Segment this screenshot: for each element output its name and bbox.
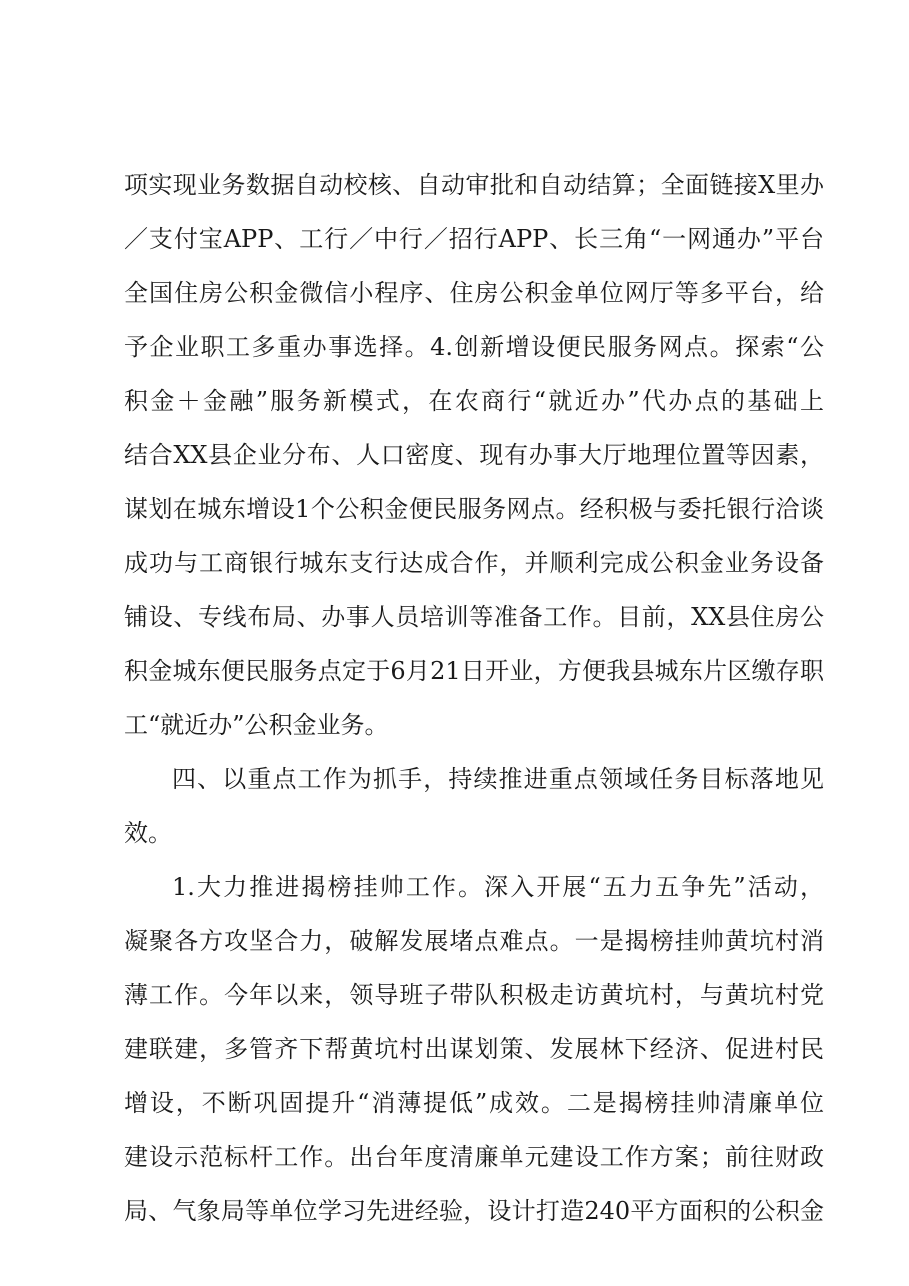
- paragraph-line: 积金城东便民服务点定于6月21日开业，方便我县城东片区缴存职: [124, 657, 824, 685]
- paragraph-line: 凝聚各方攻坚合力，破解发展堵点难点。一是揭榜挂帅黄坑村消: [124, 927, 824, 955]
- paragraph-line: 全国住房公积金微信小程序、住房公积金单位网厅等多平台，给: [124, 279, 824, 307]
- paragraph-line: 结合XX县企业分布、人口密度、现有办事大厅地理位置等因素，: [124, 441, 824, 469]
- paragraph-line: 予企业职工多重办事选择。4.创新增设便民服务网点。探索“公: [124, 333, 824, 361]
- section-heading-line: 四、以重点工作为抓手，持续推进重点领域任务目标落地见: [172, 765, 824, 793]
- section-heading-line: 效。: [124, 819, 172, 847]
- paragraph-line: 项实现业务数据自动校核、自动审批和自动结算；全面链接X里办: [124, 171, 824, 199]
- paragraph-line: 谋划在城东增设1个公积金便民服务网点。经积极与委托银行洽谈: [124, 495, 824, 523]
- paragraph-line: 局、气象局等单位学习先进经验，设计打造240平方面积的公积金: [124, 1197, 824, 1225]
- paragraph-line: 工“就近办”公积金业务。: [124, 711, 389, 739]
- paragraph-line: 积金＋金融”服务新模式，在农商行“就近办”代办点的基础上: [124, 387, 824, 415]
- paragraph-line: 建联建，多管齐下帮黄坑村出谋划策、发展林下经济、促进村民: [124, 1035, 824, 1063]
- paragraph-line: 建设示范标杆工作。出台年度清廉单元建设工作方案；前往财政: [124, 1143, 824, 1171]
- paragraph-line: 成功与工商银行城东支行达成合作，并顺利完成公积金业务设备: [124, 549, 824, 577]
- document-body: [124, 158, 824, 1238]
- paragraph-line: 1.大力推进揭榜挂帅工作。深入开展“五力五争先”活动，: [172, 873, 824, 901]
- paragraph-line: 铺设、专线布局、办事人员培训等准备工作。目前，XX县住房公: [124, 603, 824, 631]
- paragraph-line: 增设，不断巩固提升“消薄提低”成效。二是揭榜挂帅清廉单位: [124, 1089, 824, 1117]
- paragraph-line: ／支付宝APP、工行／中行／招行APP、长三角“一网通办”平台: [124, 225, 824, 253]
- paragraph-line: 薄工作。今年以来，领导班子带队积极走访黄坑村，与黄坑村党: [124, 981, 824, 1009]
